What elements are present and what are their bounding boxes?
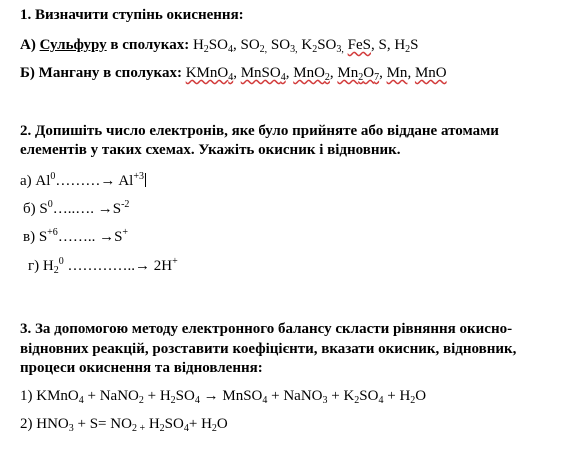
text-cursor: [145, 173, 146, 187]
task1-b-label: Б) Мангану в сполуках:: [20, 65, 182, 81]
equation-1: 1) KMnO$_4$ + NaNO$_2$ + $H_2SO_4$ → MnSO$_4$ + NaNO$_3$ + $K_2SO_4 + H_2O$: [20, 388, 427, 406]
task3-title-line3: процеси окиснення та відновлення:: [20, 360, 263, 376]
task2-title-line2: елементів у таких схемах. Укажіть окисник і відновник.: [20, 142, 401, 158]
task1-title: 1. Визначити ступінь окиснення:: [20, 7, 244, 23]
scheme-a: а) $Al^0\dots\dots\dots\to Al^{+3}$: [20, 171, 144, 189]
task1-b-line: [20, 64, 447, 82]
task1-a-label: А) Сульфуру в сполуках:: [20, 37, 190, 53]
equation-2: 2) $HNO_3 + S= NO_{2 +}$ $H_2SO_4+ H_2O$: [20, 416, 228, 434]
sulfur-compounds: $H_2SO_4$, $SO_{2,}$ $SO_{3,}$ $K_2SO_{3,}$ FeS, S, $H_2S$: [192, 37, 419, 55]
task2-title-line1: 2. Допишіть число електронів, яке було прийняте або віддане атомами: [20, 123, 499, 139]
scheme-b: б) $S^0\dots..\dots$. $\to S^{-2}$: [23, 199, 130, 217]
scheme-c: в) $S^{+6}\dots\dots$.. →S+: [23, 227, 129, 245]
task1-a-line: [20, 36, 419, 54]
task3-title-line1: 3. За допомогою методу електронного балансу скласти рівняння окисно-: [20, 321, 513, 337]
task3-title-line2: відновних реакцій, розставити коефіцієнти, вказати окисник, відновник,: [20, 341, 517, 357]
scheme-d: г) $H_2^0$ …………..→ 2H+: [28, 256, 178, 276]
manganese-compounds: KMnO$_4$, MnSO$_4$, MnO$_2$, $Mn_2O_7$, Mn, MnO: [185, 65, 447, 83]
